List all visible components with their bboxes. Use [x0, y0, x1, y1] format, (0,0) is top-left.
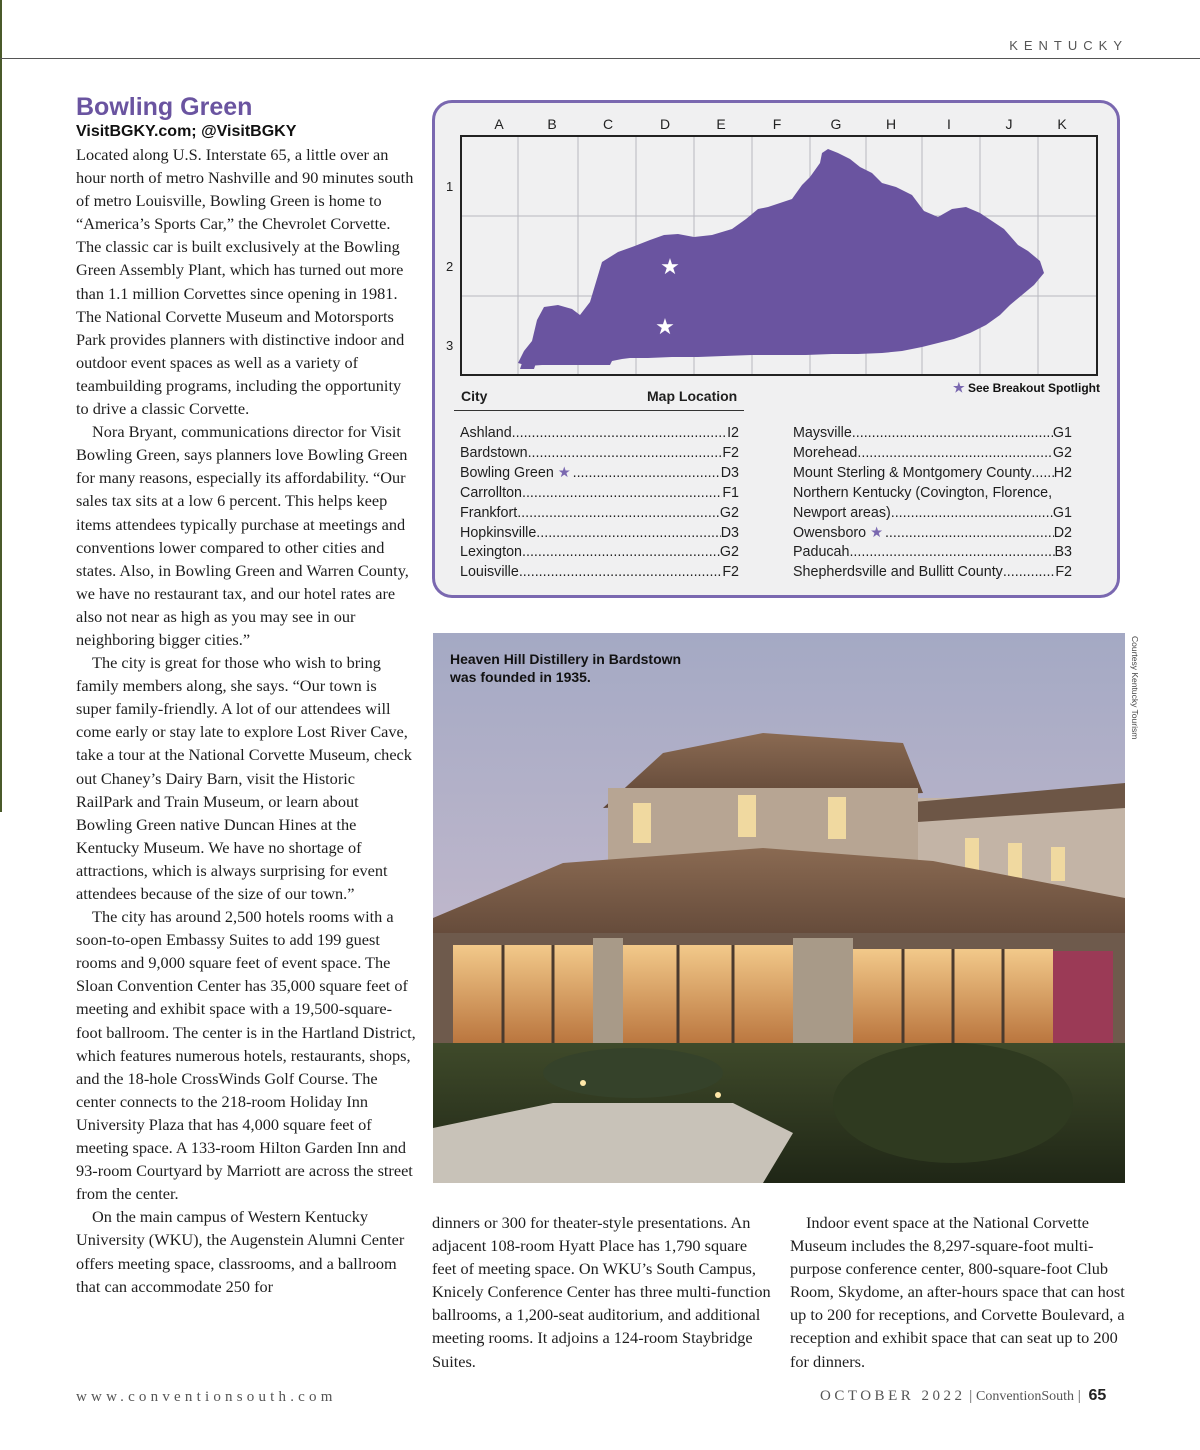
- leader-dots: [528, 444, 723, 464]
- city-row: [460, 524, 739, 544]
- map-column-label: G: [830, 116, 842, 132]
- article-title: Bowling Green: [76, 93, 253, 121]
- map-location: D3: [720, 464, 739, 481]
- footer-month: OCTOBER 2022: [820, 1388, 966, 1404]
- map-column-label: A: [494, 116, 504, 132]
- city-name: Mount Sterling & Montgomery County: [793, 464, 1032, 481]
- map-row-label: 2: [446, 259, 454, 274]
- map-column-label: B: [547, 116, 557, 132]
- distillery-image: [433, 633, 1125, 1183]
- map-location: D3: [720, 524, 739, 541]
- city-name: Louisville: [460, 564, 519, 581]
- footer-publication: ConventionSouth: [976, 1389, 1075, 1404]
- paragraph: The city is great for those who wish to bring family members along, she says. “Our town is super family-friendly. A lot of our attendees will come early or stay late to explore Lost River Cave, take a tour at the National Corvette Museum, check out Chaney’s Dairy Barn, visit the Historic RailPark and Train Museum, or learn about Bowling Green native Duncan Hines at the Kentucky Museum. We have no shortage of attractions, which is always surprising for event attendees because of the size of our town.”: [76, 653, 412, 903]
- kentucky-state-shape: [518, 149, 1044, 366]
- map-location: D2: [1053, 524, 1072, 541]
- photo-credit-text: Courtesy Kentucky Tourism: [1130, 636, 1140, 740]
- leader-dots: [517, 504, 720, 524]
- city-list-left: [460, 424, 739, 583]
- city-list-right: [793, 424, 1072, 583]
- map-location: F2: [1055, 564, 1072, 581]
- leader-dots: [519, 563, 723, 583]
- article-left-column: [76, 92, 416, 1298]
- article-column-middle: [432, 1211, 772, 1373]
- paragraph: On the main campus of Western Kentucky University (WKU), the Augenstein Alumni Center offers meeting space, classrooms, and a ballroom that can accommodate 250 for: [76, 1207, 405, 1296]
- paragraph: Located along U.S. Interstate 65, a little over an hour north of metro Nashville and 90 minutes south of metro Louisville, Bowling Green is home to “America’s Sports Car,” the Chevrolet Corvette. The classic car is built exclusively at the Bowling Green Assembly Plant, which has turned out more than 1.1 million Corvettes since opening in 1981. The National Corvette Museum and Motorsports Park provides planners with distinctive indoor and outdoor event spaces as well as a variety of teambuilding programs, including the opportunity to drive a classic Corvette.: [76, 145, 414, 419]
- city-name: Maysville: [793, 425, 852, 441]
- map-column-label: H: [885, 116, 897, 132]
- map-location: B3: [1054, 544, 1072, 561]
- map-column-label: E: [716, 116, 726, 132]
- map-location: I2: [727, 425, 739, 441]
- map-location: G2: [719, 544, 739, 561]
- map-column-label: K: [1057, 116, 1067, 132]
- article-body: [76, 143, 416, 1298]
- city-row: [793, 424, 1072, 444]
- star-icon: ★: [870, 524, 883, 541]
- map-column-label: I: [947, 116, 951, 132]
- map-row-label: 3: [446, 338, 454, 353]
- city-name: Hopkinsville: [460, 524, 537, 541]
- article-column-right: [790, 1211, 1130, 1373]
- city-row: [793, 444, 1072, 464]
- city-column-header: City: [461, 388, 488, 404]
- leader-dots: [536, 524, 720, 544]
- city-name: Bardstown: [460, 444, 528, 461]
- leader-dots: [1003, 563, 1056, 583]
- leader-dots: [857, 444, 1053, 464]
- star-icon: ★: [660, 255, 680, 280]
- city-name: Morehead: [793, 444, 858, 461]
- map-location: G1: [1052, 504, 1072, 521]
- table-header-rule: [454, 410, 744, 411]
- leader-dots: [522, 543, 720, 563]
- leader-dots: [885, 524, 1054, 544]
- legend-text: See Breakout Spotlight: [967, 381, 1100, 395]
- city-name: Lexington: [460, 544, 523, 561]
- photo-caption: Heaven Hill Distillery in Bardstown was founded in 1935.: [450, 651, 682, 685]
- map-location: G1: [1052, 425, 1072, 441]
- location-column-header: Map Location: [647, 388, 738, 404]
- leader-dots: [849, 543, 1054, 563]
- paragraph: Nora Bryant, communications director for Visit Bowling Green, says planners love Bowling Green for many reasons, especially its affordability. “Our sales tax sits at a low 6 percent. This helps keep items attendees typically purchase at meetings and conventions lower compared to other cities and states. Also, in Bowling Green and Warren County, we have no restaurant tax, and our hotel rates are also not near as high as you may see in our neighboring bigger cities.”: [76, 422, 409, 649]
- city-name: Owensboro: [793, 524, 867, 541]
- city-name: Carrollton: [460, 484, 522, 501]
- article-link[interactable]: VisitBGKY.com; @VisitBGKY: [76, 123, 297, 140]
- leader-dots: [891, 504, 1053, 524]
- map-legend: [953, 380, 1100, 396]
- city-row: [460, 424, 739, 444]
- map-location: F1: [722, 484, 739, 501]
- map-location: F2: [722, 444, 739, 461]
- city-row: [793, 543, 1072, 563]
- map-column-label: J: [1005, 116, 1013, 132]
- map-location: G2: [719, 504, 739, 521]
- section-label: KENTUCKY: [1009, 38, 1128, 53]
- map-location: G2: [1052, 444, 1072, 461]
- leader-dots: [573, 464, 721, 484]
- footer-separator: |: [969, 1388, 973, 1404]
- map-column-label: D: [659, 116, 671, 132]
- city-row: [793, 524, 1072, 544]
- city-row: [460, 464, 739, 484]
- city-name: Newport areas): [793, 504, 891, 521]
- leader-dots: [1031, 464, 1053, 484]
- city-name: Ashland: [460, 425, 512, 441]
- map-grid: [460, 135, 1098, 376]
- kentucky-bend-shape: [520, 363, 536, 369]
- city-row: [460, 543, 739, 563]
- city-name: Shepherdsville and Bullitt County: [793, 564, 1003, 581]
- map-row-label: 1: [446, 179, 454, 194]
- paragraph: Indoor event space at the National Corvette Museum includes the 8,297-square-foot multi-purpose conference center, 800-square-foot Club Room, Skydome, an after-hours space that can host up to 200 for receptions, and Corvette Boulevard, a reception and exhibit space that can seat up to 200 for dinners.: [790, 1213, 1125, 1371]
- city-row: [793, 464, 1072, 484]
- leader-dots: [512, 424, 727, 444]
- map-location: F2: [722, 564, 739, 581]
- map-column-label: C: [602, 116, 614, 132]
- city-row: [460, 484, 739, 504]
- header-divider: [0, 58, 1200, 59]
- leader-dots: [852, 424, 1053, 444]
- city-name: Bowling Green: [460, 464, 554, 481]
- city-row: [793, 563, 1072, 583]
- city-row: [793, 504, 1072, 524]
- city-row: [460, 504, 739, 524]
- city-name: Frankfort: [460, 504, 518, 521]
- photo-credit: [1126, 636, 1140, 746]
- city-name: Northern Kentucky (Covington, Florence,: [793, 484, 1053, 501]
- kentucky-map: [462, 137, 1096, 374]
- paragraph: dinners or 300 for theater-style presentations. An adjacent 108-room Hyatt Place has 1,790 square feet of meeting space. On WKU’s South Campus, Knicely Conference Center has three multi-function ballrooms, a 1,200-seat auditorium, and additional meeting rooms. It adjoins a 124-room Staybridge Suites.: [432, 1213, 771, 1371]
- footer-issue: [820, 1387, 1106, 1405]
- city-name: Paducah: [793, 544, 850, 561]
- footer-website[interactable]: www.conventionsouth.com: [76, 1389, 337, 1405]
- distillery-photo: [433, 633, 1125, 1183]
- city-row: [460, 444, 739, 464]
- page-edge-strip: [0, 0, 2, 812]
- star-icon: ★: [655, 315, 675, 340]
- paragraph: The city has around 2,500 hotels rooms with a soon-to-open Embassy Suites to add 199 guest rooms and 9,000 square feet of event space. The Sloan Convention Center has 35,000 square feet of meeting and exhibit space with a 19,500-square-foot ballroom. The center is in the Hartland District, which features numerous hotels, restaurants, shops, and the 18-hole CrossWinds Golf Course. The center connects to the 218-room Holiday Inn University Plaza that has 4,000 square feet of meeting space. A 133-room Hilton Garden Inn and 93-room Courtyard by Marriott are across the street from the center.: [76, 907, 416, 1204]
- leader-dots: [522, 484, 722, 504]
- page-number: 65: [1088, 1387, 1107, 1404]
- map-column-label: F: [772, 116, 782, 132]
- city-row: [793, 484, 1072, 504]
- map-location: H2: [1053, 464, 1072, 481]
- star-icon: ★: [952, 380, 965, 395]
- footer-separator: |: [1077, 1388, 1081, 1404]
- city-row: [460, 563, 739, 583]
- star-icon: ★: [557, 464, 571, 481]
